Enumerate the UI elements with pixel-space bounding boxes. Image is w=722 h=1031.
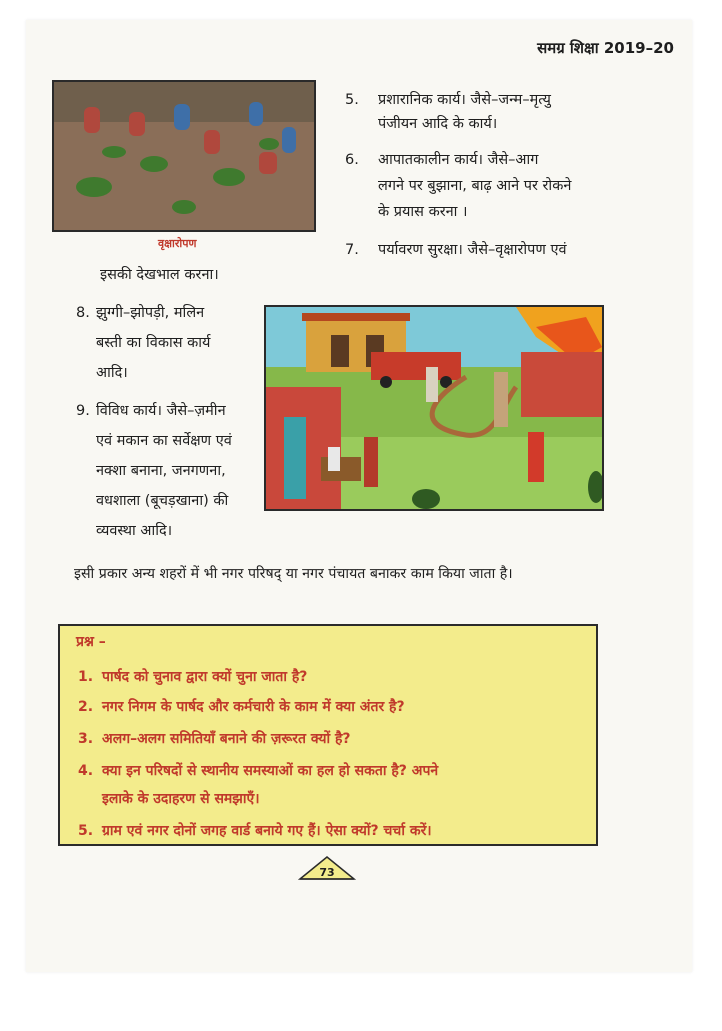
item-text: व्यवस्था आदि। — [96, 523, 173, 539]
item-number: 8. — [76, 305, 90, 321]
item-number: 5. — [345, 92, 359, 108]
item-text: वधशाला (बूचड़खाना) की — [96, 493, 229, 509]
tree-plantation-photo — [52, 80, 316, 232]
item-text: नक्शा बनाना, जनगणना, — [96, 463, 226, 479]
item-text: के प्रयास करना । — [378, 204, 468, 220]
page-number-badge — [298, 855, 356, 881]
item-text: इसकी देखभाल करना। — [100, 267, 219, 283]
item-text: आपातकालीन कार्य। जैसे–आग — [378, 152, 539, 168]
question-text: पार्षद को चुनाव द्वारा क्यों चुना जाता है? — [102, 669, 308, 685]
question-text: ग्राम एवं नगर दोनों जगह वार्ड बनाये गए हैं। ऐसा क्यों? चर्चा करें। — [102, 823, 432, 839]
question-text-continued: इलाके के उदाहरण से समझाएँ। — [102, 791, 260, 807]
item-number: 6. — [345, 152, 359, 168]
questions-title: प्रश्न – — [76, 634, 106, 650]
question-number: 5. — [78, 823, 94, 839]
item-text: आदि। — [96, 365, 128, 381]
question-number: 3. — [78, 731, 94, 747]
item-number: 7. — [345, 242, 359, 258]
item-text: लगने पर बुझाना, बाढ़ आने पर रोकने — [378, 178, 572, 194]
item-text: विविध कार्य। जैसे–ज़मीन — [96, 403, 226, 419]
questions-box — [58, 624, 598, 846]
item-text: बस्ती का विकास कार्य — [96, 335, 211, 351]
page-number: 73 — [319, 866, 335, 879]
summary-paragraph: इसी प्रकार अन्य शहरों में भी नगर परिषद् या नगर पंचायत बनाकर काम किया जाता है। — [74, 566, 513, 582]
page-header: समग्र शिक्षा 2019–20 — [537, 39, 674, 57]
item-text: प्रशारानिक कार्य। जैसे–जन्म–मृत्यु — [378, 92, 551, 108]
question-number: 2. — [78, 699, 94, 715]
question-text: नगर निगम के पार्षद और कर्मचारी के काम में क्या अंतर है? — [102, 699, 405, 715]
question-text: क्या इन परिषदों से स्थानीय समस्याओं का हल हो सकता है? अपने — [102, 763, 439, 779]
question-number: 1. — [78, 669, 94, 685]
municipal-work-illustration — [264, 305, 604, 511]
photo-caption: वृक्षारोपण — [158, 237, 197, 250]
item-text: पर्यावरण सुरक्षा। जैसे–वृक्षारोपण एवं — [378, 242, 567, 258]
item-text: झुग्गी–झोपड़ी, मलिन — [96, 305, 205, 321]
item-text: पंजीयन आदि के कार्य। — [378, 116, 498, 132]
item-text: एवं मकान का सर्वेक्षण एवं — [96, 433, 232, 449]
item-number: 9. — [76, 403, 90, 419]
question-text: अलग–अलग समितियाँ बनाने की ज़रूरत क्यों है? — [102, 731, 351, 747]
question-number: 4. — [78, 763, 94, 779]
